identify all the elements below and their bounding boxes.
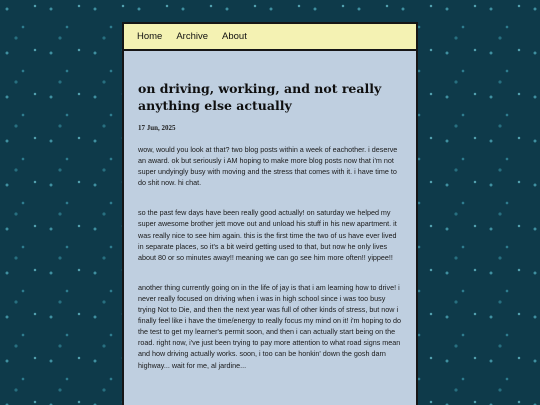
post-paragraph: another thing currently going on in the life of jay is that i am learning how to drive! i never really focused on driving when i was in high school since i was too busy trying Not to Die, and then the next year was full of other kinds of stress, but now i finally feel like i have the time/energy to really focus my mind on it! i'm hoping to do the test to get my learner's permit soon, and then i can actually start being on the road. right now, i've just been trying to pay more attention to what road signs mean and how driving actually works. soon, i too can be honkin' down the gosh darn highway... wait for me, al jardine... xyxy=(138,282,402,370)
post-paragraph: so the past few days have been really good actually! on saturday we helped my super awesome brother jett move out and unload his stuff in his new apartment. it was really nice to see him again. this is the first time the two of us have ever lived in separate places, so it's a bit weird getting used to that, but now he only lives about 80 or so minutes away!! meaning we can go see him more often!! yippee!! xyxy=(138,208,397,262)
nav-archive-link[interactable]: Archive xyxy=(176,31,209,42)
post-paragraph: wow, would you look at that? two blog posts within a week of eachother. i deserve an award. ok but seriously i AM hoping to make more blog posts now that i'm not super undyingly busy with moving and the stress that comes with it. i have time to do shit now. hi chat. xyxy=(138,145,398,188)
blog-page xyxy=(122,22,418,405)
nav-about-link[interactable]: About xyxy=(222,31,247,42)
post-content xyxy=(124,51,416,371)
nav-home-link[interactable]: Home xyxy=(137,31,163,42)
top-nav xyxy=(124,24,416,51)
post-date: 17 Jun, 2025 xyxy=(138,124,176,132)
post-title: on driving, working, and not really anything else actually xyxy=(138,81,382,113)
